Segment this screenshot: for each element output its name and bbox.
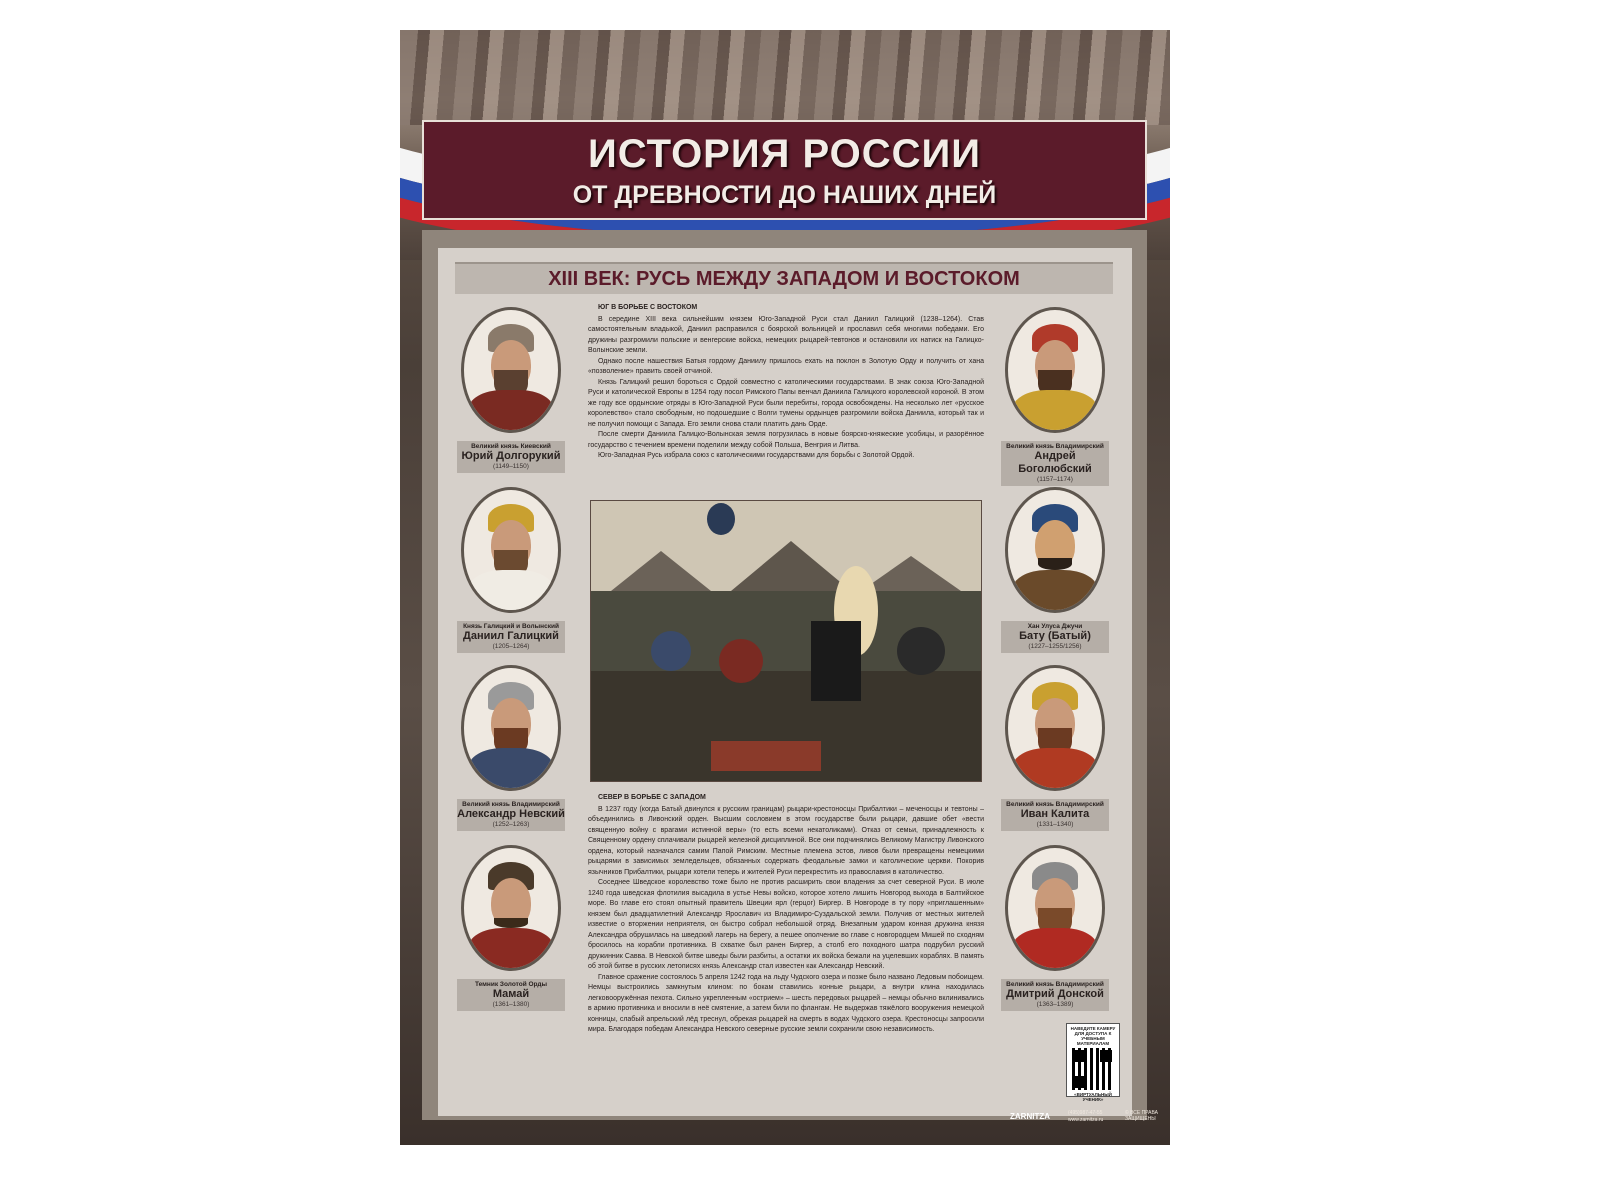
poster-title: ИСТОРИЯ РОССИИ (587, 132, 982, 176)
text-top-paragraph: Юго-Западная Русь избрала союз с католическими государствами для борьбы с Золотой Ордой. (598, 452, 915, 459)
portrait-daniil-galitsky (457, 487, 565, 653)
qr-caption: НАВЕДИТЕ КАМЕРУ ДЛЯ ДОСТУПА К УЧЕБНЫМ МАТЕРИАЛАМ (1070, 1026, 1116, 1046)
main-painting (590, 500, 982, 782)
portrait-name: Бату (Батый) (1019, 630, 1091, 642)
header-banner (400, 30, 1170, 260)
battle-scene-image (400, 30, 1170, 125)
portrait-role: Князь Галицкий и Волынский (463, 623, 559, 630)
portrait-image (1005, 487, 1105, 613)
text-bottom-paragraph: Главное сражение состоялось 5 апреля 1242 года на льду Чудского озера и позже было названо Ледовым побоищем. Немцы выстроились замкнутым клином: по бокам ставились конные рыцари, а внутри клина находилась легковооружённая пехота. Сильно укрепленным «острием» – шесть передовых рыцарей – немцы обычно вклинивались в армию противника и вносили в неё смятение, а затем били по флангам. Не выдержав тяжёлого вооружения немецкой конницы, слабый апрельский лёд треснул, обрекая рыцарей на смерть в водах Чудского озера. Крестоносцы запросили мира. Благодаря победам Александра Невского северные русские земли сохранили свою независимость. (588, 973, 984, 1033)
qr-code-icon[interactable] (1072, 1048, 1114, 1090)
portrait-label (1001, 979, 1109, 1011)
portrait-dmitry-donskoy (1001, 845, 1109, 1011)
portrait-image (461, 665, 561, 791)
text-top-paragraph: После смерти Даниила Галицко-Волынская земля погрузилась в новые боярско-княжеские усобицы, и разорённое государство с течением времени поделили между собой Польша, Венгрия и Литва. (588, 431, 984, 449)
portrait-name: Дмитрий Донской (1006, 988, 1104, 1000)
poster-subtitle: ОТ ДРЕВНОСТИ ДО НАШИХ ДНЕЙ (572, 181, 997, 209)
painting-scene (591, 501, 981, 781)
footer-url: www.zarnitza.ru (1068, 1117, 1104, 1123)
portrait-name: Юрий Долгорукий (461, 450, 561, 462)
portrait-image (461, 845, 561, 971)
portrait-label (457, 621, 565, 653)
portrait-name: Андрей Боголюбский (1018, 450, 1092, 475)
portrait-years: (1149–1150) (493, 463, 529, 470)
text-bottom-paragraph: Соседнее Шведское королевство тоже было не против расширить свои владения за счет северной Руси. В июле 1240 года шведская флотилия высадила в устье Невы войско, которое хотело лишить Новгород выхода в Балтийское море. Во главе его стоял опытный правитель Швеции ярл (герцог) Биргер. В Новгороде в ту пору «приглашенным» князем был двадцатилетний Александр Ярославич из Владимиро-Суздальской земли. Получив от местных жителей известие о вторжении неприятеля, он быстро собрал небольшой отряд. Внезапным ударом конная дружина князя Александра обрушилась на шведский лагерь на берегу, а пешее ополчение во главе с новгородцем Мишей по сходням бросилось на корабли противника. В схватке был ранен Биргер, а столб его походного шатра подрубил русский дружинник Савва. В Невской битве шведы были разбиты, а остатки их войска бежали на уцелевших кораблях. В память об этой битве в русских летописях князь Александр стал известен как Александр Невский. (588, 879, 984, 970)
portrait-name: Даниил Галицкий (463, 630, 559, 642)
portrait-image (1005, 307, 1105, 433)
text-top-heading: ЮГ В БОРЬБЕ С ВОСТОКОМ (598, 304, 698, 311)
brand-logo: ZARNITZA (1010, 1112, 1050, 1121)
footer-rights: © ВСЕ ПРАВА ЗАЩИЩЕНЫ (1125, 1110, 1159, 1122)
portrait-years: (1361–1380) (492, 1001, 530, 1008)
portrait-batu (1001, 487, 1109, 653)
footer-phone: (495)987-47-55 (1068, 1110, 1103, 1116)
portrait-years: (1331–1340) (1036, 821, 1074, 828)
text-top-paragraph: Князь Галицкий решил бороться с Ордой совместно с католическими государствами. В знак союза Юго-Западной Руси и католической Европы в 1254 году посол Римского Папы венчал Даниила Галицкого королевской короной. В этом же году все ордынские отряды в Юго-Западной Руси были перебиты, города освобождены. На несколько лет «русское королевство» стало свободным, но подошедшие с Волги тумены ордынцев разгромили войска Даниила, который так и не получил помощи с Запада. Его земли снова стали платить дань Орде. (588, 378, 984, 428)
qr-bottom-caption: «ВИРТУАЛЬНЫЙ УЧЕНИК» (1074, 1092, 1112, 1102)
portrait-role: Хан Улуса Джучи (1027, 623, 1083, 630)
portrait-name: Александр Невский (457, 808, 565, 820)
portrait-role: Великий князь Владимирский (1006, 981, 1104, 988)
footer (1010, 1108, 1160, 1128)
portrait-role: Великий князь Владимирский (1006, 443, 1104, 450)
portrait-alexander-nevsky (457, 665, 565, 831)
portrait-image (1005, 845, 1105, 971)
portrait-image (461, 307, 561, 433)
portrait-label (457, 799, 565, 831)
portrait-name: Мамай (492, 988, 530, 1000)
text-top-paragraph: Однако после нашествия Батыя гордому Даниилу пришлось ехать на поклон в Золотую Орду и получить от хана «позволение» править своей отчиной. (588, 357, 984, 375)
portrait-role: Великий князь Владимирский (462, 801, 560, 808)
text-top-paragraph: В середине XIII века сильнейшим князем Юго-Западной Руси стал Даниил Галицкий (1238–1264). Став самостоятельным владыкой, Даниил расправился с боярской вольницей и прославил себя многими победами. Его дружины разгромили польские и венгерские войска, немецких рыцарей-тевтонов и остановили их натиск на Галицко-Волынские земли. (588, 315, 984, 354)
portrait-andrei-bogolyubsky (1001, 307, 1109, 486)
portrait-role: Темник Золотой Орды (474, 981, 548, 988)
qr-code-block[interactable] (1066, 1023, 1120, 1102)
portrait-years: (1157–1174) (1037, 476, 1073, 483)
portrait-role: Великий князь Киевский (471, 443, 551, 450)
portrait-label (457, 441, 565, 473)
portrait-yuri-dolgoruky (457, 307, 565, 473)
portrait-role: Великий князь Владимирский (1006, 801, 1104, 808)
portrait-mamai (457, 845, 565, 1011)
portrait-ivan-kalita (1001, 665, 1109, 831)
text-bottom (588, 793, 984, 1036)
portrait-label (1001, 621, 1109, 653)
text-bottom-paragraph: В 1237 году (когда Батый двинулся к русским границам) рыцари-крестоносцы Прибалтики – меченосцы и тевтоны – объединились в Ливонский орден. Высшим сословием в этом государстве были рыцари, давшие обет «вести священную войну с врагами истинной веры» (то есть всеми некатоликами). Отказ от семьи, принадлежность к Священному ордену сплачивали рыцарей железной дисциплиной. Все они подчинялись Великому Магистру Ливонского ордена, который назначался самим Папой Римским. Местные племена эстов, ливов были превращены немецкими рыцарями в зависимых земледельцев, обязанных содержать феодальные замки и католические церкви. Покорив язычников Прибалтики, рыцари хотели теперь и жителей Руси перекрестить из православия в католичество. (588, 805, 984, 876)
portrait-years: (1227–1255/1256) (1028, 643, 1082, 650)
portrait-label (457, 979, 565, 1011)
text-bottom-heading: СЕВЕР В БОРЬБЕ С ЗАПАДОМ (598, 794, 706, 801)
section-title: XIII ВЕК: РУСЬ МЕЖДУ ЗАПАДОМ И ВОСТОКОМ (455, 262, 1113, 294)
portrait-years: (1252–1263) (492, 821, 530, 828)
title-box (422, 120, 1147, 220)
portrait-name: Иван Калита (1020, 808, 1090, 820)
portrait-years: (1363–1389) (1036, 1001, 1074, 1008)
text-top (588, 303, 984, 462)
portrait-image (1005, 665, 1105, 791)
portrait-image (461, 487, 561, 613)
portrait-label (1001, 441, 1109, 486)
portrait-label (1001, 799, 1109, 831)
portrait-years: (1205–1264) (492, 643, 530, 650)
